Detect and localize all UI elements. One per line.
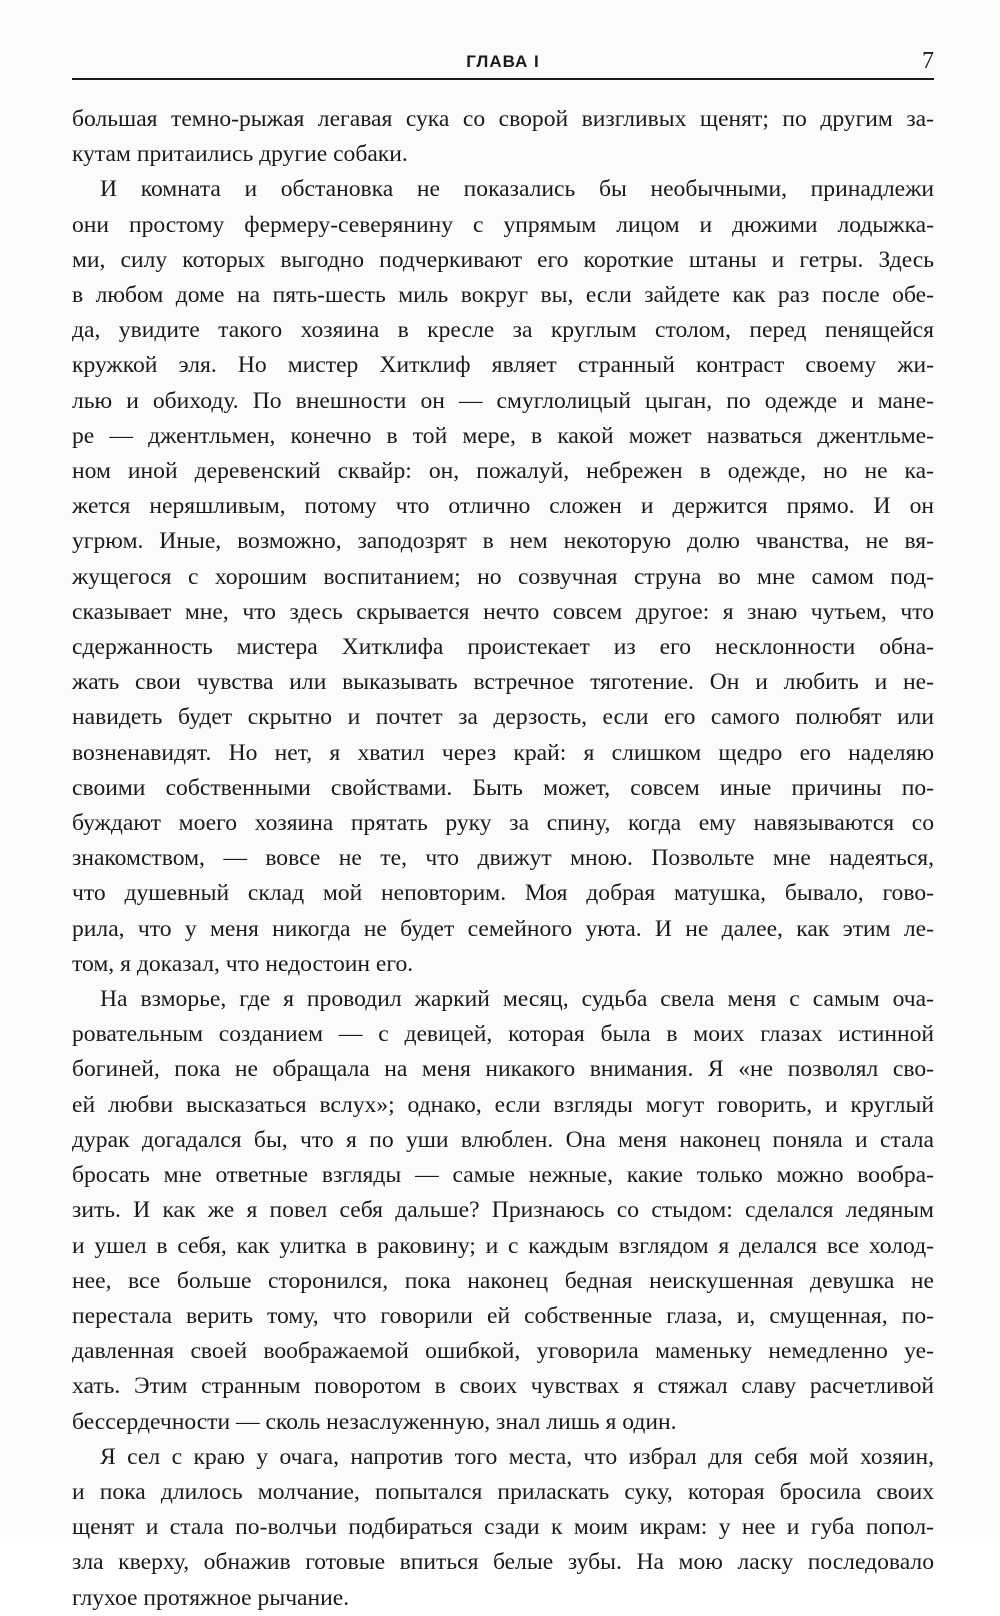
text-line: и пока длилось молчание, попытался приласкать суку, которая бросила своих: [72, 1478, 934, 1505]
text-line: что душевный склад мой неповторим. Моя добрая матушка, бывало, гово-: [72, 880, 934, 907]
text-line: кружкой эля. Но мистер Хитклиф являет странный контраст своему жи-: [72, 352, 934, 379]
text-line: зла кверху, обнажив готовые впиться белые зубы. На мою ласку последовало: [72, 1549, 934, 1576]
text-line: хать. Этим странным поворотом в своих чувствах я стяжал славу расчетливой: [72, 1373, 934, 1400]
text-line: богиней, пока не обращала на меня никакого внимания. Я «не позволял сво-: [72, 1056, 934, 1083]
text-line: навидеть будет скрытно и почтет за дерзость, если его самого полюбят или: [72, 704, 934, 731]
text-line: буждают моего хозяина прятать руку за спину, когда ему навязываются со: [72, 810, 934, 837]
text-line: На взморье, где я проводил жаркий месяц, судьба свела меня с самым оча-: [100, 986, 934, 1013]
text-line: сдержанность мистера Хитклифа проистекает из его несклонности обна-: [72, 634, 934, 661]
text-line: щенят и стала по-волчьи подбираться сзади к моим икрам: у нее и губа попол-: [72, 1514, 934, 1541]
text-line: дурак догадался бы, что я по уши влюблен. Она меня наконец поняла и стала: [72, 1126, 934, 1153]
text-line: угрюм. Иные, возможно, заподозрят в нем некоторую долю чванства, не вя-: [72, 528, 934, 555]
text-line: жущегося с хорошим воспитанием; но созвучная струна во мне самом под-: [72, 563, 934, 590]
page-number: 7: [922, 48, 934, 74]
paragraph-1: [72, 102, 934, 172]
paragraph-2: [72, 172, 934, 982]
text-line: зить. И как же я повел себя дальше? Признаюсь со стыдом: сделался ледяным: [72, 1197, 934, 1224]
text-line: в любом доме на пять-шесть миль вокруг вы, если зайдете как раз после обе-: [72, 282, 934, 309]
text-line: глухое протяжное рычание.: [72, 1584, 350, 1611]
text-line: знакомством, — вовсе не те, что движут мною. Позвольте мне надеяться,: [72, 845, 934, 872]
text-line: ей любви высказаться вслух»; однако, если взгляды могут говорить, и круглый: [72, 1091, 934, 1118]
text-line: кутам притаились другие собаки.: [72, 141, 408, 168]
text-line: Я сел с краю у очага, напротив того места, что избрал для себя мой хозяин,: [100, 1443, 934, 1470]
text-line: том, я доказал, что недостоин его.: [72, 950, 414, 977]
text-line: перестала верить тому, что говорили ей собственные глаза, и, смущенная, по-: [72, 1302, 934, 1329]
text-line: они простому фермеру-северянину с упрямым лицом и дюжими лодыжка-: [72, 211, 934, 238]
text-line: ре — джентльмен, конечно в той мере, в какой может назваться джентльме-: [72, 422, 934, 449]
text-body: [72, 102, 934, 1616]
chapter-label: ГЛАВА I: [466, 52, 540, 71]
text-line: ми, силу которых выгодно подчеркивают его короткие штаны и гетры. Здесь: [72, 246, 934, 273]
text-line: И комната и обстановка не показались бы необычными, принадлежи: [100, 176, 934, 203]
text-line: жать свои чувства или выказывать встречное тяготение. Он и любить и не-: [72, 669, 934, 696]
paragraph-4: [72, 1440, 934, 1616]
text-line: бросать мне ответные взгляды — самые нежные, какие только можно вообра-: [72, 1162, 934, 1189]
text-line: рила, что у меня никогда не будет семейного уюта. И не далее, как этим ле-: [72, 915, 934, 942]
text-line: ровательным созданием — с девицей, которая была в моих глазах истинной: [72, 1021, 934, 1048]
text-line: жется неряшливым, потому что отлично сложен и держится прямо. И он: [72, 493, 934, 520]
text-line: сказывает мне, что здесь скрывается нечто совсем другое: я знаю чутьем, что: [72, 598, 934, 625]
text-line: возненавидят. Но нет, я хватил через край: я слишком щедро его наделяю: [72, 739, 934, 766]
text-line: бессердечности — сколь незаслуженную, знал лишь я один.: [72, 1408, 677, 1435]
text-line: лью и обиходу. По внешности он — смуглолицый цыган, по одежде и мане-: [72, 387, 934, 414]
text-line: большая темно-рыжая легавая сука со сворой визгливых щенят; по другим за-: [72, 106, 934, 132]
text-line: да, увидите такого хозяина в кресле за круглым столом, перед пенящейся: [72, 317, 934, 344]
text-line: давленная своей воображаемой ошибкой, уговорила маменьку немедленно уе-: [72, 1338, 934, 1365]
paragraph-3: [72, 982, 934, 1440]
text-line: нее, все больше сторонился, пока наконец бедная неискушенная девушка не: [72, 1267, 934, 1294]
text-line: и ушел в себя, как улитка в раковину; и с каждым взглядом я делался все холод-: [72, 1232, 934, 1259]
text-line: ном иной деревенский сквайр: он, пожалуй, небрежен в одежде, но не ка-: [72, 458, 934, 485]
text-line: своими собственными свойствами. Быть может, совсем иные причины по-: [72, 774, 934, 801]
running-head: [72, 48, 934, 80]
